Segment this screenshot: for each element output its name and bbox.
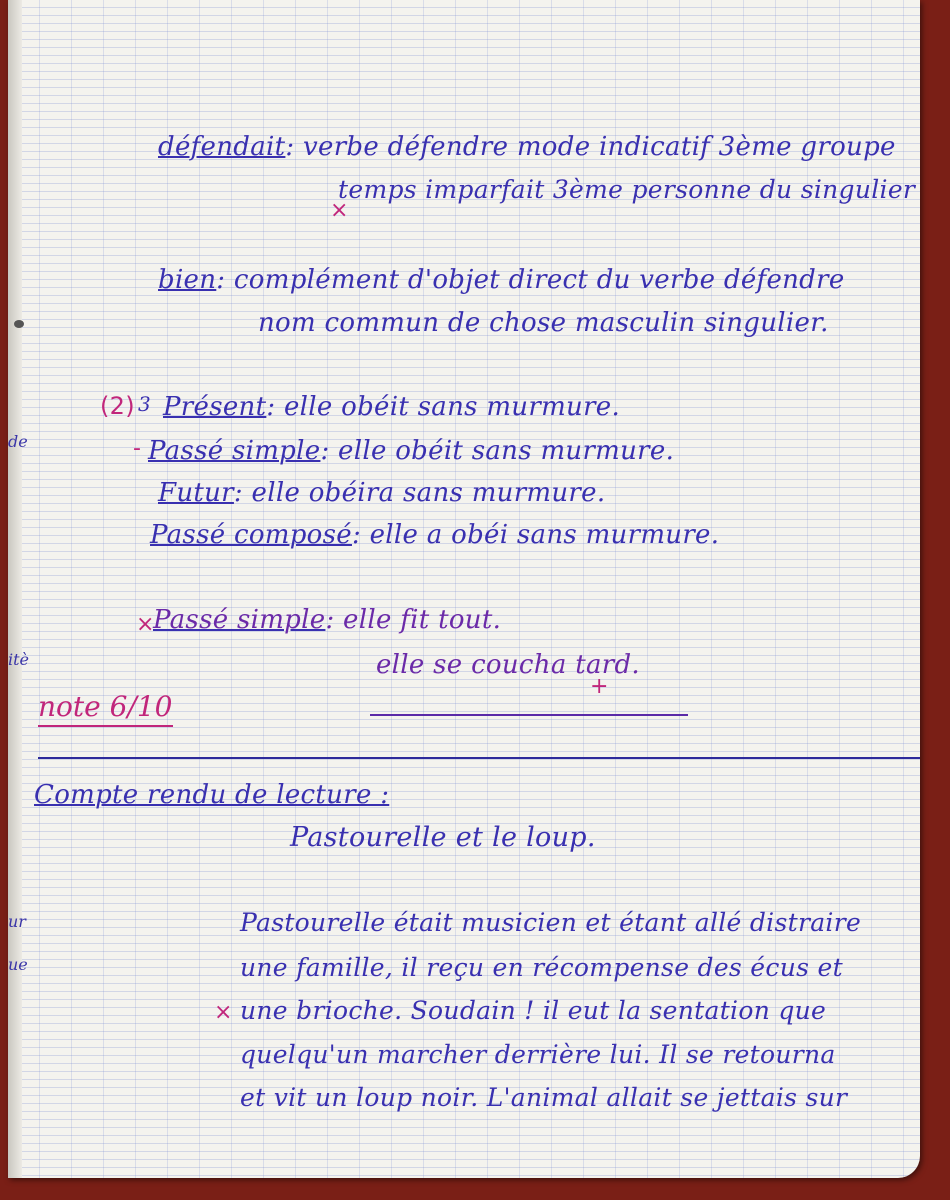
tense-label: Futur (158, 478, 234, 508)
margin-fragment: ur (8, 912, 26, 931)
word-label: défendait (158, 132, 286, 162)
correction-cross-icon: × (136, 612, 155, 637)
correction-cross-icon: × (330, 198, 349, 223)
margin-fragment: itè (8, 650, 30, 669)
correction-dash-icon: - (133, 436, 141, 461)
tense-label: Passé simple (148, 436, 321, 466)
tense-label: Passé simple (153, 605, 326, 635)
tense-label: Présent (163, 392, 267, 422)
analysis-text: : complément d'objet direct du verbe défendre (216, 265, 845, 295)
margin-fragment: de (8, 432, 28, 451)
heading-text: Compte rendu de lecture : (34, 780, 390, 810)
analysis-text: : verbe défendre mode indicatif 3ème groupe (285, 132, 896, 162)
correction-plus-icon: + (590, 674, 609, 699)
conjugation-present (163, 392, 620, 422)
story-line: une famille, il reçu en récompense des écus et (240, 953, 843, 982)
exercise-number: (2) (100, 392, 135, 420)
binding-hole (14, 320, 24, 328)
exercise-line-2: elle se coucha tard. (376, 650, 640, 680)
grammar-line-1 (158, 132, 896, 162)
grammar-line-4: nom commun de chose masculin singulier. (258, 308, 829, 338)
conjugation-text: : elle a obéi sans murmure. (351, 520, 720, 550)
conjugation-passe-compose (150, 520, 719, 550)
conjugation-text: : elle obéit sans murmure. (320, 436, 675, 466)
conjugation-text: : elle obéit sans murmure. (266, 392, 621, 422)
tense-label: Passé composé (150, 520, 352, 550)
separator-short (370, 714, 688, 716)
notebook-page (8, 0, 920, 1178)
grade-note: note 6/10 (38, 690, 173, 727)
conjugation-futur (158, 478, 605, 508)
grammar-line-2: temps imparfait 3ème personne du singulier (338, 175, 916, 204)
exercise-line-1 (153, 605, 501, 635)
story-line: quelqu'un marcher derrière lui. Il se retourna (240, 1040, 836, 1069)
correction-cross-icon: × (214, 1000, 233, 1025)
word-label: bien (158, 265, 217, 295)
story-line: et vit un loup noir. L'animal allait se jettais sur (240, 1083, 848, 1112)
page-fold (8, 0, 22, 1178)
exercise-number-suffix: 3 (138, 392, 152, 416)
story-line: Pastourelle était musicien et étant allé distraire (240, 908, 862, 937)
story-line: une brioche. Soudain ! il eut la sentation que (240, 996, 827, 1025)
conjugation-passe-simple (148, 436, 674, 466)
conjugation-text: : elle obéira sans murmure. (233, 478, 606, 508)
compte-rendu-heading (34, 780, 389, 810)
exercise-text: : elle fit tout. (325, 605, 502, 635)
grammar-line-3 (158, 265, 845, 295)
separator-long (38, 757, 920, 759)
margin-fragment: ue (8, 955, 28, 974)
story-title: Pastourelle et le loup. (290, 822, 596, 853)
